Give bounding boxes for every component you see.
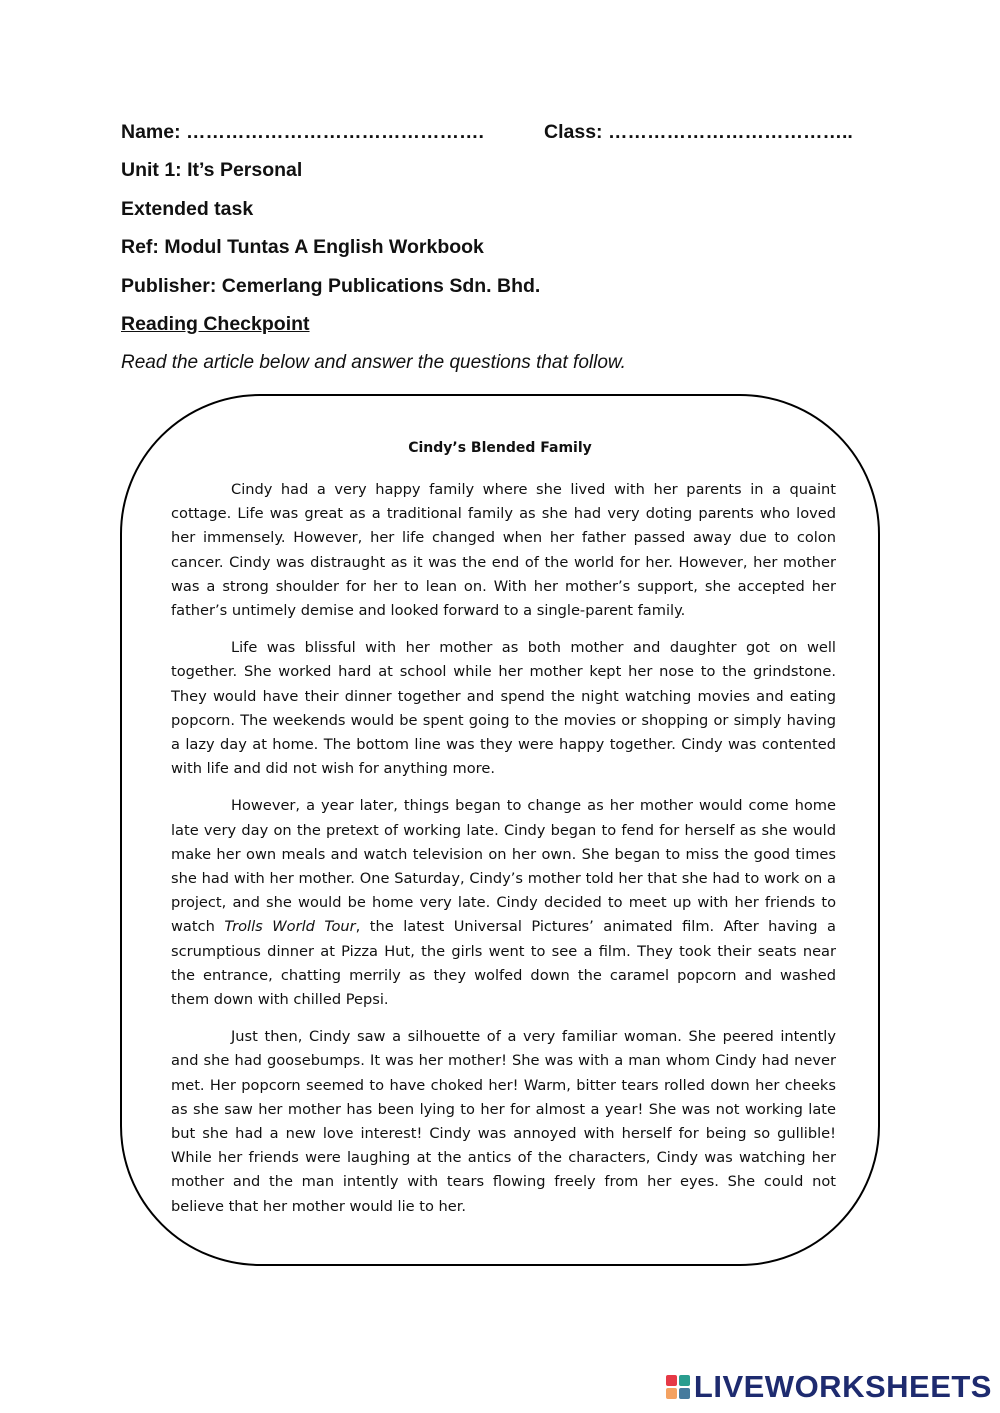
article-title: Cindy’s Blended Family bbox=[408, 440, 592, 456]
reference-label: Ref: Modul Tuntas A English Workbook bbox=[121, 236, 484, 258]
section-heading: Reading Checkpoint bbox=[121, 313, 310, 335]
logo-square-3 bbox=[666, 1388, 677, 1399]
logo-mark-icon bbox=[666, 1375, 690, 1399]
name-field[interactable]: Name: ………………………………………. bbox=[121, 121, 484, 143]
logo-square-2 bbox=[679, 1375, 690, 1386]
instruction-text: Read the article below and answer the questions that follow. bbox=[121, 352, 626, 373]
logo-square-1 bbox=[666, 1375, 677, 1386]
logo-square-4 bbox=[679, 1388, 690, 1399]
paragraph-3-start: However, a year later, things began to change as her mother would come home late very day on the pretext of working late. Cindy began to fend for herself as she would make her own meals and watch television on her own. She began to miss the good times she had with her mother. One Saturday, Cindy’s mother told her that she had to work on a project, and she would be home very late. Cindy decided to meet up with her friends to watch bbox=[171, 797, 836, 936]
movie-title: Trolls World Tour bbox=[224, 918, 356, 936]
task-label: Extended task bbox=[121, 198, 254, 220]
article-paragraph-4: Just then, Cindy saw a silhouette of a very familiar woman. She peered intently and she had goosebumps. It was her mother! She was with a man whom Cindy had never met. Her popcorn seemed to have choked her! Warm, bitter tears rolled down her cheeks as she saw her mother has been lying to her for almost a year! She was not working late but she had a new love interest! Cindy was annoyed with herself for being so gullible! While her friends were laughing at the antics of the characters, Cindy was watching her mother and the man intently with tears flowing freely from her eyes. She could not believe that her mother would lie to her. bbox=[171, 1028, 836, 1215]
liveworksheets-logo bbox=[666, 1369, 992, 1405]
article-body bbox=[171, 478, 836, 1232]
class-field[interactable]: Class: ……………………………….. bbox=[544, 121, 853, 143]
article-paragraph-2: Life was blissful with her mother as both mother and daughter got on well together. She worked hard at school while her mother kept her nose to the grindstone. They would have their dinner together and spend the night watching movies and eating popcorn. The weekends would be spent going to the movies or shopping or simply having a lazy day at home. The bottom line was they were happy together. Cindy was contented with life and did not wish for anything more. bbox=[171, 639, 836, 778]
article-paragraph-3 bbox=[171, 794, 836, 1012]
paragraph-3-end: , the latest Universal Pictures’ animated film. After having a scrumptious dinner at Pizza Hut, the girls went to see a film. They took their seats near the entrance, chatting merrily as they wolfed down the caramel popcorn and washed them down with chilled Pepsi. bbox=[171, 918, 836, 1009]
name-class-row bbox=[121, 121, 881, 144]
logo-text: LIVEWORKSHEETS bbox=[693, 1369, 992, 1404]
publisher-label: Publisher: Cemerlang Publications Sdn. Bhd. bbox=[121, 275, 541, 297]
article-paragraph-1: Cindy had a very happy family where she lived with her parents in a quaint cottage. Life was great as a traditional family as she had very doting parents who loved her immensely. However, her life changed when her father passed away due to colon cancer. Cindy was distraught as it was the end of the world for her. However, her mother was a strong shoulder for her to lean on. With her mother’s support, she accepted her father’s untimely demise and looked forward to a single-parent family. bbox=[171, 481, 836, 620]
unit-title: Unit 1: It’s Personal bbox=[121, 159, 303, 181]
